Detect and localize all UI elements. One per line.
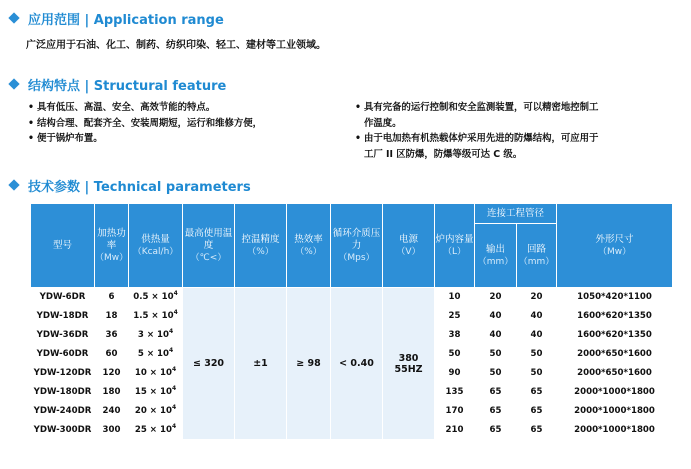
- shared-pressure: < 0.40: [331, 288, 383, 440]
- header-outlet: 输出 （mm）: [475, 224, 517, 288]
- table-row: YDW-180DR 180 $15 \times 10^4$ 135 65 65 2000*1000*1800: [31, 383, 673, 402]
- header-efficiency: 热效率 （%）: [287, 204, 331, 288]
- list-item: • 结构合理、配套齐全、安装周期短，运行和维修方便，: [28, 116, 348, 132]
- structure-title: 结构特点 | Structural feature: [28, 78, 227, 94]
- header-supply: 电源 （V）: [383, 204, 435, 288]
- diamond-bullet-icon: [8, 179, 19, 190]
- list-item-continuation: • 便于锅炉布置。: [28, 131, 348, 147]
- table-row: YDW-300DR 300 $25 \times 10^4$ 210 65 65 2000*1000*1800: [31, 421, 673, 440]
- shared-accuracy: ±1: [235, 288, 287, 440]
- header-pipe: 连接工程管径: [475, 204, 557, 224]
- header-model: 型号: [31, 204, 95, 288]
- technical-parameters-table: [30, 203, 673, 440]
- table-row: YDW-36DR 36 $3 \times 10^4$ 38 40 40 1600*620*1350: [31, 326, 673, 345]
- shared-supply: 380 55HZ: [383, 288, 435, 440]
- list-item: • 由于电加热有机热载体炉采用先进的防爆结构，可应用于 工厂 II 区防爆，防爆等级可达 C 级。: [355, 131, 685, 162]
- header-heat: 供热量 （Kcal/h）: [129, 204, 183, 288]
- structure-left-list: [28, 100, 348, 147]
- header-capacity: 炉内容量 （L）: [435, 204, 475, 288]
- header-size: 外形尺寸 （Mw）: [557, 204, 673, 288]
- header-temp: 最高使用温度 （℃<）: [183, 204, 235, 288]
- shared-temp: ≤ 320: [183, 288, 235, 440]
- table-row: YDW-120DR 120 $10 \times 10^4$ 90 50 50 2000*650*1600: [31, 364, 673, 383]
- diamond-bullet-icon: [8, 78, 19, 89]
- table-row: YDW-60DR 60 $5 \times 10^4$ 50 50 50 2000*650*1600: [31, 345, 673, 364]
- diamond-bullet-icon: [8, 12, 19, 23]
- structure-right-list: [355, 100, 685, 162]
- table-row: YDW-6DR 6 $0.5 \times 10^4$ ≤ 320 ±1 ≥ 98 < 0.40 380 55HZ 10 20 20 1050*420*1100: [31, 288, 673, 307]
- list-item: • 具有低压、高温、安全、高效节能的特点。: [28, 100, 348, 116]
- table-row: YDW-18DR 18 $1.5 \times 10^4$ 25 40 40 1600*620*1350: [31, 307, 673, 326]
- header-return: 回路 （mm）: [517, 224, 557, 288]
- header-power: 加热功率 （Mw）: [95, 204, 129, 288]
- application-text: 广泛应用于石油、化工、制药、纺织印染、轻工、建材等工业领域。: [26, 40, 326, 51]
- structure-section-header: [10, 75, 226, 93]
- list-item: • 具有完备的运行控制和安全监测装置，可以精密地控制工 作温度。: [355, 100, 685, 131]
- table-row: YDW-240DR 240 $20 \times 10^4$ 170 65 65 2000*1000*1800: [31, 402, 673, 421]
- header-pressure: 循环介质压力 （Mps）: [331, 204, 383, 288]
- params-section-header: [10, 176, 251, 194]
- application-title: 应用范围 | Application range: [28, 12, 224, 28]
- params-title: 技术参数 | Technical parameters: [28, 179, 251, 195]
- shared-efficiency: ≥ 98: [287, 288, 331, 440]
- header-accuracy: 控温精度 （%）: [235, 204, 287, 288]
- application-section-header: [10, 9, 224, 27]
